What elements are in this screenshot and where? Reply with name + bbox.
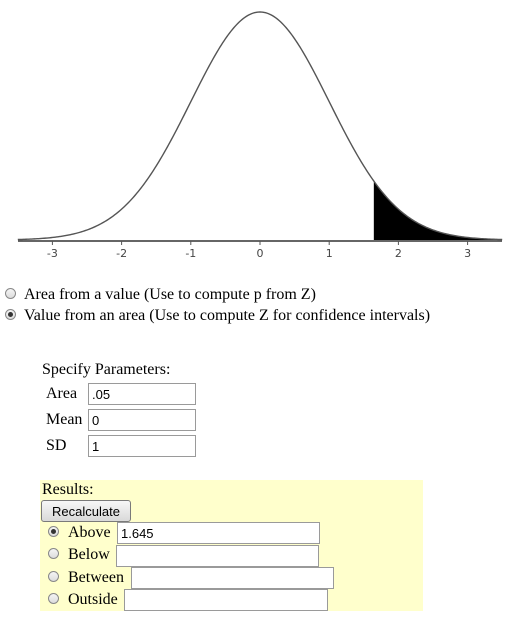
- sd-label: SD: [46, 437, 67, 454]
- x-tick-label: 0: [256, 247, 264, 260]
- results-heading: Results:: [42, 481, 94, 498]
- x-axis-ticks: [47, 241, 471, 260]
- parameters-heading: Specify Parameters:: [42, 361, 171, 378]
- sd-input[interactable]: [88, 435, 196, 457]
- normal-curve-line: [18, 12, 502, 240]
- area-from-value-label: Area from a value (Use to compute p from Z): [24, 286, 316, 303]
- x-tick-label: 3: [464, 247, 472, 260]
- area-from-value-radio[interactable]: [5, 288, 16, 299]
- results-panel: [40, 480, 423, 611]
- x-tick-label: 1: [325, 247, 333, 260]
- outside-label: Outside: [68, 591, 118, 608]
- above-radio[interactable]: [48, 526, 59, 537]
- x-tick-label: -3: [46, 247, 58, 260]
- mean-input[interactable]: [88, 409, 196, 431]
- area-input[interactable]: [88, 383, 196, 405]
- mean-label: Mean: [46, 411, 83, 428]
- x-tick-label: -2: [116, 247, 128, 260]
- below-label: Below: [68, 546, 110, 563]
- between-radio[interactable]: [48, 571, 59, 582]
- outside-radio[interactable]: [48, 593, 59, 604]
- value-from-area-label: Value from an area (Use to compute Z for confidence intervals): [24, 307, 431, 324]
- between-result-field[interactable]: [131, 567, 334, 589]
- recalculate-button[interactable]: Recalculate: [41, 500, 131, 522]
- above-label: Above: [68, 524, 111, 541]
- x-tick-label: -1: [185, 247, 197, 260]
- between-label: Between: [68, 569, 124, 586]
- outside-result-field[interactable]: [124, 589, 328, 611]
- normal-curve-chart: [0, 0, 513, 270]
- above-result-field[interactable]: [117, 522, 320, 544]
- value-from-area-radio[interactable]: [5, 309, 16, 320]
- area-label: Area: [46, 385, 78, 402]
- below-result-field[interactable]: [116, 545, 319, 567]
- below-radio[interactable]: [48, 548, 59, 559]
- x-tick-label: 2: [394, 247, 402, 260]
